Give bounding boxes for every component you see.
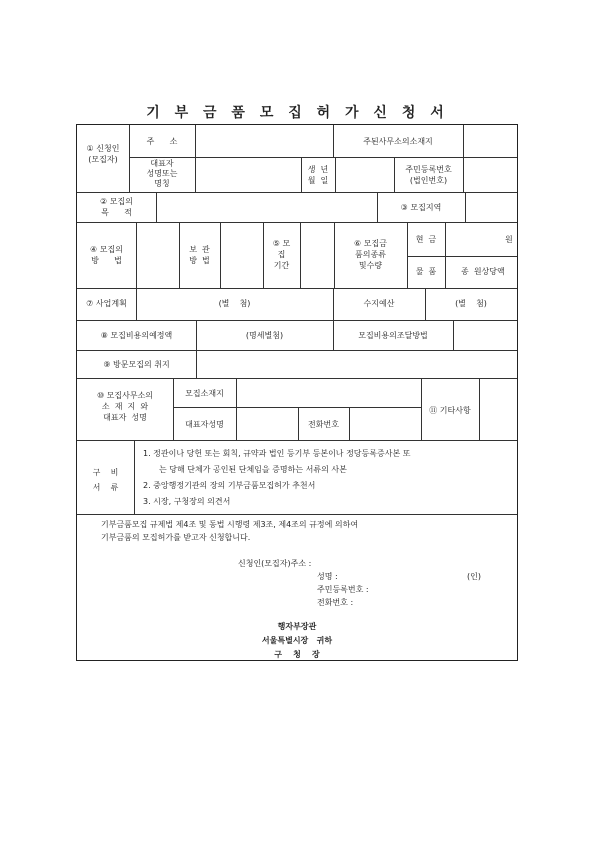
row-divider [77,350,517,351]
col-divider [236,378,237,440]
col-divider [463,125,464,157]
cost-method-label: 모집비용의조달방법 [358,331,428,340]
row1-divider [129,157,517,158]
statement-line-2: 기부금품의 모집허가를 받고자 신청합니다. [101,533,251,542]
col-divider [136,222,137,288]
col-divider [134,440,135,514]
business-plan-value: (별 첨) [218,299,251,308]
required-documents-label: 구 비 서 류 [92,468,119,492]
col-divider [195,125,196,192]
address-label: 주 소 [146,137,178,146]
office-location-rep-label: ⑩ 모집사무소의 소 재 지 와 대표자 성명 [96,391,154,422]
document-item-1: 1. 정관이나 당헌 또는 회칙, 규약과 법인 등기부 등본이나 정당등록증사본 또 [143,449,411,458]
cash-label: 현 금 [415,235,437,244]
col-divider [463,157,464,192]
row-divider [77,378,517,379]
col-divider [349,407,350,440]
col-divider [335,157,336,192]
storage-label: 보 관 방 법 [189,245,210,265]
page-title: 기 부 금 품 모 집 허 가 신 청 서 [146,105,449,121]
other-notes-label: ⑪ 기타사항 [429,406,471,415]
goods-label: 물 품 [415,267,437,276]
goods-value: 종 원상당액 [461,267,505,276]
representative-label: 대표자성명 [185,420,224,429]
office-divider [173,407,421,408]
cost-estimate-value: (명세별첨) [245,331,284,340]
document-item-2: 2. 중앙행정기관의 장의 기부금품모집허가 추천서 [143,481,316,490]
purpose-label: ② 모집의 목 적 [100,197,133,217]
row-divider [77,514,517,515]
period-label: ⑤ 모 집 기간 [272,239,291,270]
applicant-address-field: 신청인(모집자)주소 : [238,559,312,568]
name-field: 성명 : [317,572,338,581]
birth-date-label: 생 년 월 일 [307,165,329,185]
row-divider [77,222,517,223]
applicant-label: ① 신청인 (모집자) [86,144,120,164]
col-divider [156,192,157,222]
col-divider [407,222,408,288]
region-label: ③ 모집지역 [400,203,442,212]
col-divider [220,222,221,288]
col-divider [445,222,446,288]
budget-value: (별 첨) [455,299,487,308]
document-item-1-cont: 는 당해 단체가 공인된 단체임을 증명하는 서류의 사본 [159,465,347,474]
col-divider [479,378,480,440]
business-plan-label: ⑦ 사업계획 [86,299,127,308]
phone-label: 전화번호 [308,420,339,429]
resident-number-label: 주민등록번호 (법인번호) [405,165,452,185]
col-divider [453,320,454,350]
col-divider [196,350,197,378]
row-divider [77,192,517,193]
statement-line-1: 기부금품모집 규제법 제4조 및 동법 시행령 제3조, 제4조의 규정에 의하여 [101,520,359,529]
visit-purpose-label: ⑨ 방문모집의 취지 [103,360,170,369]
method-label: ④ 모집의 방 법 [90,245,123,265]
kind-quantity-label: ⑥ 모집금 품의종류 및수량 [354,239,387,270]
recipient-mayor: 서울특별시장 귀하 [261,636,333,645]
phone-field: 전화번호 : [317,598,354,607]
representative-name-label: 대표자 성명또는 명칭 [146,159,178,188]
seal-mark: (인) [467,572,481,581]
resident-number-field: 주민등록번호 : [317,585,369,594]
row-divider [77,440,517,441]
budget-label: 수지예산 [363,299,395,308]
recipient-minister: 행자부장관 [277,622,317,631]
col-divider [465,192,466,222]
application-form [76,124,518,661]
office-location-label: 모집소재지 [185,389,224,398]
recipient-district-head: 구 청 장 [274,650,320,659]
cost-estimate-label: ⑧ 모집비용의예정액 [100,331,173,340]
main-office-label: 주된사무소의소재지 [363,137,433,146]
document-item-3: 3. 시장, 구청장의 의견서 [143,497,231,506]
row-divider [77,320,517,321]
row-divider [77,288,517,289]
cash-goods-divider [407,256,517,257]
col-divider [300,222,301,288]
cash-unit: 원 [505,235,513,244]
